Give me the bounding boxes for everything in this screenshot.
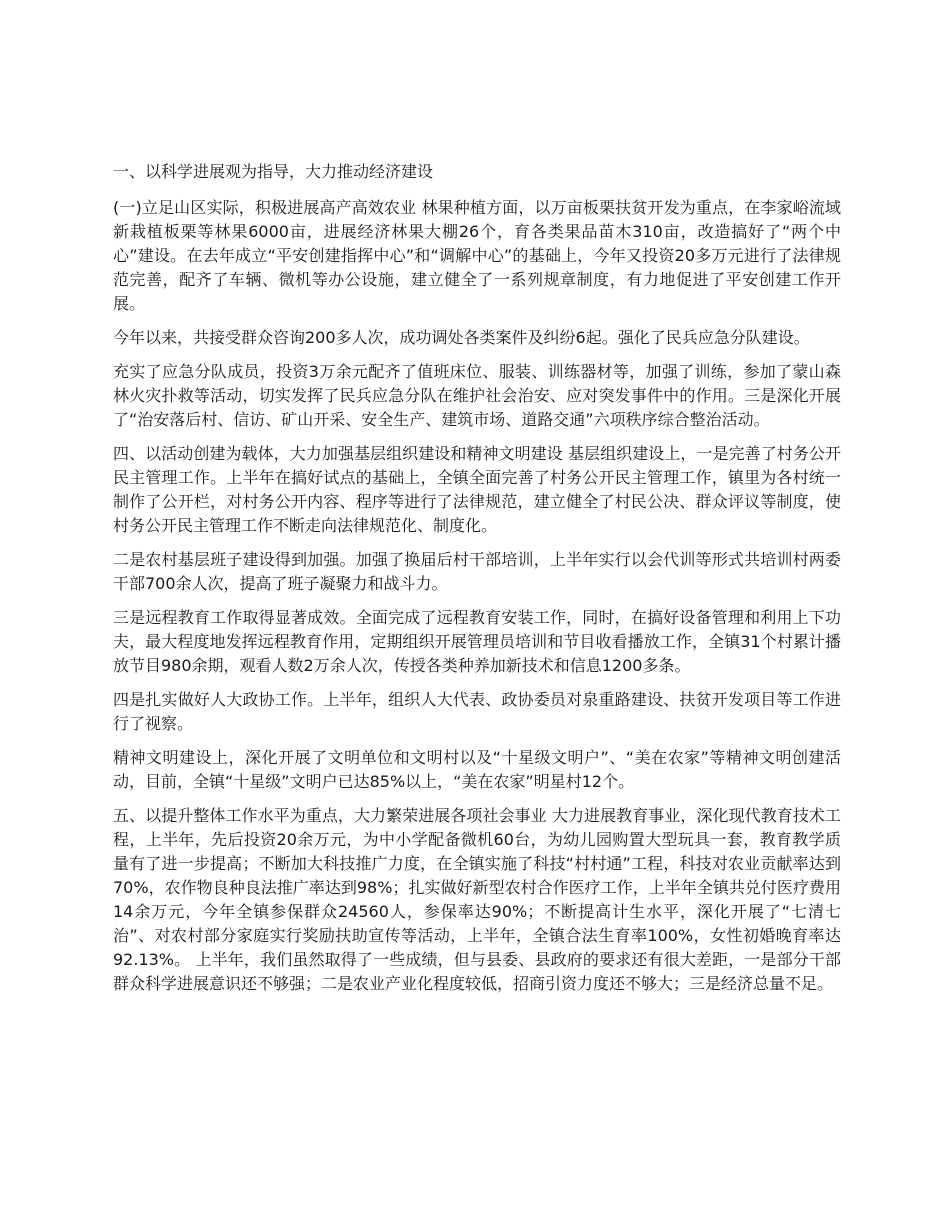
paragraph-7: 四是扎实做好人大政协工作。上半年，组织人大代表、政协委员对泉重路建设、扶贫开发项目等工作进行了视察。 [113, 690, 841, 733]
paragraph-8: 精神文明建设上，深化开展了文明单位和文明村以及“十星级文明户”、“美在农家”等精神文明创建活动，目前，全镇“十星级”文明户已达85%以上，“美在农家”明星村12个。 [113, 748, 841, 791]
paragraph-6: 三是远程教育工作取得显著成效。全面完成了远程教育安装工作，同时，在搞好设备管理和利用上下功夫，最大程度地发挥远程教育作用，定期组织开展管理员培训和节目收看播放工作，全镇31个村累计播放节目980余期，观看人数2万余人次，传授各类种养加新技术和信息1200多条。 [113, 608, 841, 675]
section-heading: 一、以科学进展观为指导，大力推动经济建设 [113, 162, 434, 181]
paragraph-4: 四、以活动创建为载体，大力加强基层组织建设和精神文明建设 基层组织建设上，一是完善了村务公开民主管理工作。上半年在搞好试点的基础上，全镇全面完善了村务公开民主管理工作，镇里为各村统一制作了公开栏，对村务公开内容、程序等进行了法律规范，建立健全了村民公决、群众评议等制度，使村务公开民主管理工作不断走向法律规范化、制度化。 [113, 444, 841, 535]
paragraph-3: 充实了应急分队成员，投资3万余元配齐了值班床位、服装、训练器材等，加强了训练，参加了蒙山森林火灾扑救等活动，切实发挥了民兵应急分队在维护社会治安、应对突发事件中的作用。三是深化开展了“治安落后村、信访、矿山开采、安全生产、建筑市场、道路交通”六项秩序综合整治活动。 [113, 362, 841, 429]
paragraph-5: 二是农村基层班子建设得到加强。加强了换届后村干部培训，上半年实行以会代训等形式共培训村两委干部700余人次，提高了班子凝聚力和战斗力。 [113, 550, 841, 593]
paragraph-9: 五、以提升整体工作水平为重点，大力繁荣进展各项社会事业 大力进展教育事业，深化现代教育技术工程，上半年，先后投资20余万元，为中小学配备微机60台，为幼儿园购置大型玩具一套，教育教学质量有了进一步提高；不断加大科技推广力度，在全镇实施了科技“村村通”工程，科技对农业贡献率达到70%，农作物良种良法推广率达到98%；扎实做好新型农村合作医疗工作，上半年全镇共兑付医疗费用14余万元，今年全镇参保群众24560人，参保率达90%；不断提高计生水平，深化开展了“七清七治”、对农村部分家庭实行奖励扶助宣传等活动，上半年，全镇合法生育率100%，女性初婚晚育率达92.13%。 上半年，我们虽然取得了一些成绩，但与县委、县政府的要求还有很大差距，一是部分干部群众科学进展意识还不够强；二是农业产业化程度较低，招商引资力度还不够大；三是经济总量不足。 [113, 806, 841, 993]
paragraph-1: (一)立足山区实际，积极进展高产高效农业 林果种植方面，以万亩板栗扶贫开发为重点，在李家峪流域新栽植板栗等林果6000亩，进展经济林果大棚26个，育各类果品苗木310亩，改造搞好了“两个中心”建设。在去年成立“平安创建指挥中心”和“调解中心”的基础上，今年又投资20多万元进行了法律规范完善，配齐了车辆、微机等办公设施，建立健全了一系列规章制度，有力地促进了平安创建工作开展。 [113, 198, 841, 313]
document-body [113, 160, 841, 1006]
paragraph-2: 今年以来，共接受群众咨询200多人次，成功调处各类案件及纠纷6起。强化了民兵应急分队建设。 [113, 328, 810, 347]
